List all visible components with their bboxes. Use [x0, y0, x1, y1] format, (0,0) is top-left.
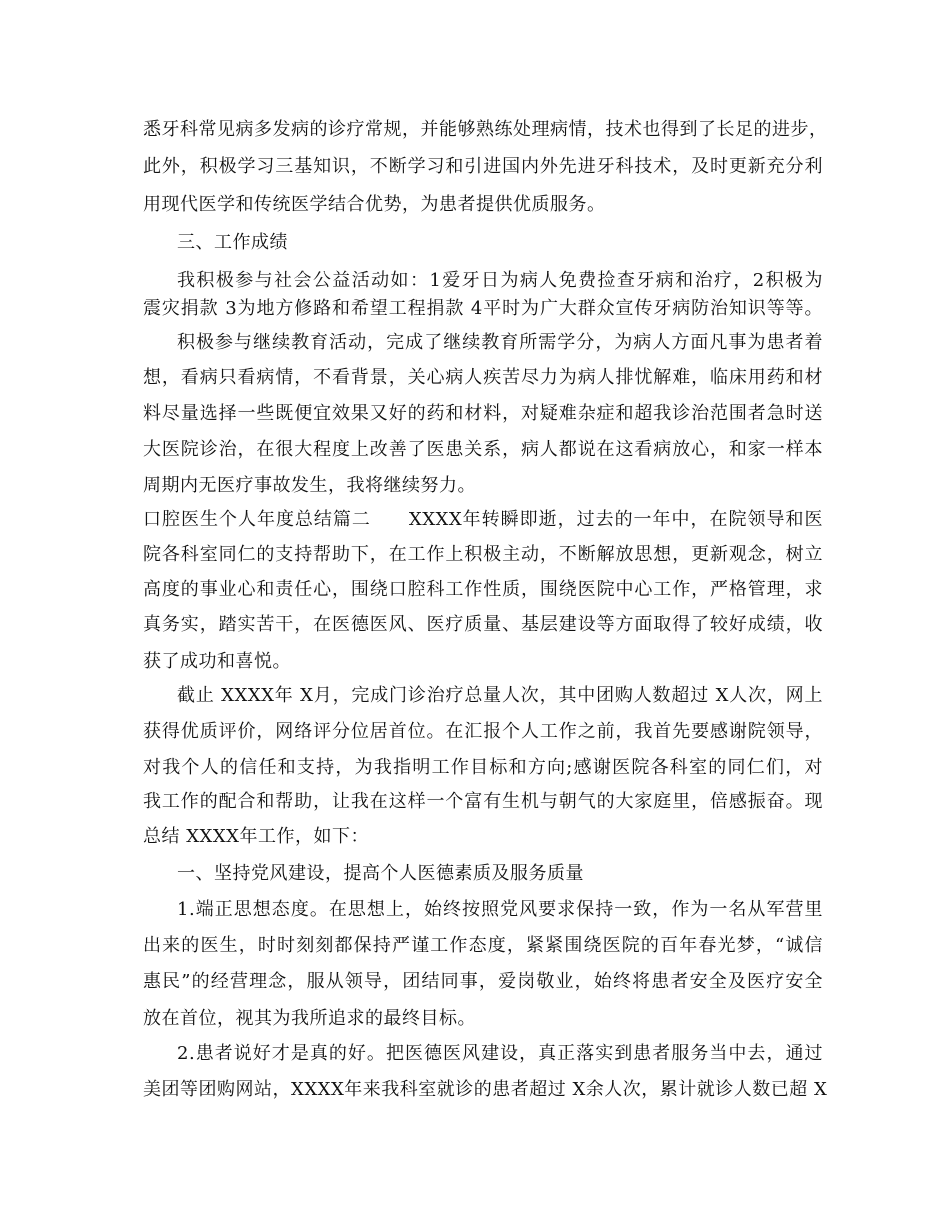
text-line: 对我个人的信任和支持，为我指明工作目标和方向;感谢医院各科室的同仁们，对 [143, 757, 823, 778]
text-line: 悉牙科常见病多发病的诊疗常规，并能够熟练处理病情，技术也得到了长足的进步， [143, 119, 828, 140]
text-line: 想，看病只看病情，不看背景，关心病人疾苦尽力为病人排忧解难，临床用药和材 [143, 367, 823, 388]
text-line: 此外，积极学习三基知识，不断学习和引进国内外先进牙科技术，及时更新充分利 [143, 156, 823, 177]
text-line: 1.端正思想态度。在思想上，始终按照党风要求保持一致，作为一名从军营里 [177, 899, 823, 920]
text-line: 真务实，踏实苦干，在医德医风、医疗质量、基层建设等方面取得了较好成绩，收 [143, 614, 823, 635]
section-heading: 一、坚持党风建设，提高个人医德素质及服务质量 [177, 863, 584, 884]
text-line: 截止 XXXX年 X月，完成门诊治疗总量人次，其中团购人数超过 X人次，网上 [177, 685, 823, 706]
text-line: 我积极参与社会公益活动如：1爱牙日为病人免费捡查牙病和治疗，2积极为 [177, 270, 823, 291]
text-line: 院各科室同仁的支持帮助下，在工作上积极主动，不断解放思想，更新观念，树立 [143, 544, 823, 565]
text-line: 我工作的配合和帮助，让我在这样一个富有生机与朝气的大家庭里，倍感振奋。现 [143, 791, 823, 812]
text-line: 高度的事业心和责任心，围绕口腔科工作性质，围绕医院中心工作，严格管理，求 [143, 579, 823, 600]
text-line: 总结 XXXX年工作，如下： [143, 826, 369, 847]
text-line: 大医院诊治，在很大程度上改善了医患关系，病人都说在这看病放心，和家一样本 [143, 439, 823, 460]
section-heading: 三、工作成绩 [177, 232, 288, 253]
text-line: 惠民”的经营理念，服从领导，团结同事，爱岗敬业，始终将患者安全及医疗安全 [143, 971, 823, 992]
text-line: 出来的医生，时时刻刻都保持严谨工作态度，紧紧围绕医院的百年春光梦，“诚信 [143, 935, 823, 956]
text-line: 2.患者说好才是真的好。把医德医风建设，真正落实到患者服务当中去，通过 [177, 1043, 823, 1064]
text-line: 用现代医学和传统医学结合优势，为患者提供优质服务。 [143, 194, 606, 215]
text-line: 周期内无医疗事故发生，我将继续努力。 [143, 475, 476, 496]
text-line: 美团等团购网站，XXXX年来我科室就诊的患者超过 X余人次，累计就诊人数已超 X [143, 1079, 828, 1100]
text-line: 震灾捐款 3为地方修路和希望工程捐款 4平时为广大群众宣传牙病防治知识等等。 [143, 298, 823, 319]
text-line: 积极参与继续教育活动，完成了继续教育所需学分，为病人方面凡事为患者着 [177, 332, 823, 353]
text-line: 口腔医生个人年度总结篇二 XXXX年转瞬即逝，过去的一年中，在院领导和医 [143, 509, 823, 530]
text-line: 放在首位，视其为我所追求的最终目标。 [143, 1008, 476, 1029]
text-line: 料尽量选择一些既便宜效果又好的药和材料，对疑难杂症和超我诊治范围者急时送 [143, 403, 823, 424]
text-line: 获得优质评价，网络评分位居首位。在汇报个人工作之前，我首先要感谢院领导， [143, 721, 823, 742]
text-line: 获了成功和喜悦。 [143, 651, 291, 672]
